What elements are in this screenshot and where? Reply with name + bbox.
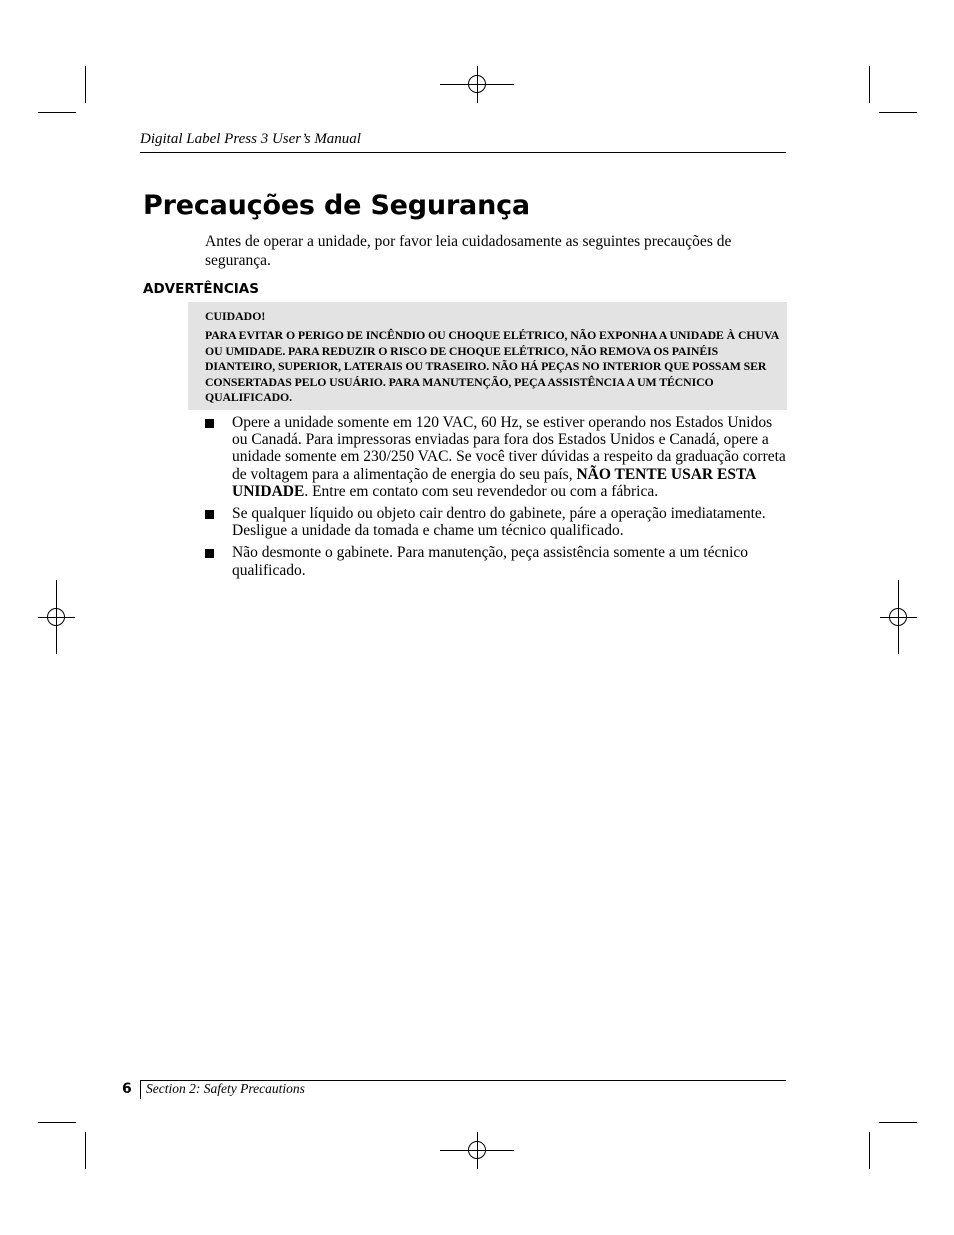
registration-circle-icon [468,1141,486,1159]
running-header: Digital Label Press 3 User’s Manual [140,131,361,147]
crop-mark-line [38,112,76,113]
registration-circle-icon [468,75,486,93]
intro-paragraph: Antes de operar a unidade, por favor leia cuidadosamente as seguintes precauções de segurança. [205,233,732,269]
crop-mark-line [85,1132,86,1169]
crop-mark-line [879,112,917,113]
list-item-text: Se qualquer líquido ou objeto cair dentro do gabinete, páre a operação imediatamente. Desligue a unidade da tomada e chame um técnico qualificado. [232,505,766,540]
crop-mark-line [38,1122,76,1123]
bullet-square-icon [205,419,214,428]
registration-circle-icon [47,608,65,626]
list-item-text: Não desmonte o gabinete. Para manutenção, peça assistência somente a um técnico qualificado. [232,544,749,579]
footer-separator [140,1080,141,1099]
bullet-square-icon [205,510,214,519]
crop-mark-line [869,66,870,103]
registration-circle-icon [889,608,907,626]
warning-text: PARA EVITAR O PERIGO DE INCÊNDIO OU CHOQUE ELÉTRICO, NÃO EXPONHA A UNIDADE À CHUVA OU UMIDADE. PARA REDUZIR O RISCO DE CHOQUE ELÉTRICO, NÃO REMOVA OS PAINÉIS DIANTEIRO, SUPERIOR, LATERAIS OU TRASEIRO. NÃO HÁ PEÇAS NO INTERIOR QUE POSSAM SER CONSERTADAS PELO USUÁRIO. PARA MANUTENÇÃO, PEÇA ASSISTÊNCIA A UM TÉCNICO QUALIFICADO. [205,328,779,405]
list-item-emphasis: NÃO TENTE USAR ESTA UNIDADE [232,465,756,500]
page-number: 6 [122,1081,132,1097]
list-item [205,414,790,500]
list-item-text: . Entre em contato com seu revendedor ou com a fábrica. [304,482,659,500]
section-heading: ADVERTÊNCIAS [143,281,259,297]
page-title: Precauções de Segurança [143,190,530,221]
footer-section-label: Section 2: Safety Precautions [146,1081,305,1096]
bullet-square-icon [205,549,214,558]
crop-mark-line [879,1122,917,1123]
list-item [205,544,790,578]
list-item [205,505,790,539]
header-rule [140,152,786,153]
crop-mark-line [869,1132,870,1169]
list-item-text: Opere a unidade somente em 120 VAC, 60 Hz, se estiver operando nos Estados Unidos ou Canadá. Para impressoras enviadas para fora dos Estados Unidos e Canadá, opere a unidade somente em 230/250 VAC. Se você tiver dúvidas a respeito da graduação correta de voltagem para a alimentação de energia do seu país, [232,414,786,483]
crop-mark-line [85,66,86,103]
safety-list [205,414,790,584]
warning-title: CUIDADO! [205,309,266,323]
